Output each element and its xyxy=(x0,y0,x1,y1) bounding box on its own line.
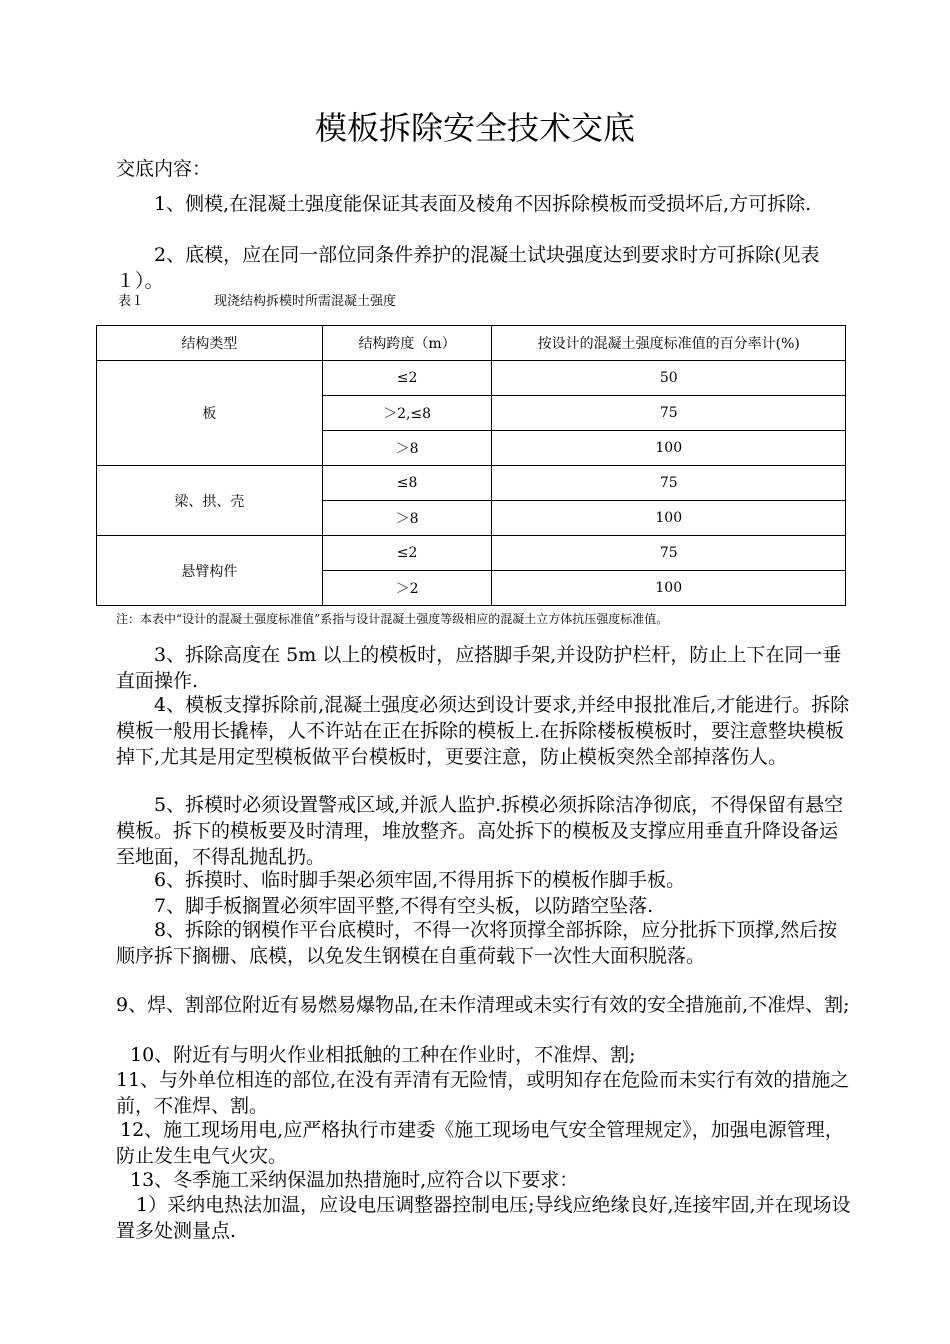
intro-label: 交底内容： xyxy=(116,158,212,180)
percent-cell: 100 xyxy=(492,431,846,466)
structure-type-cell: 梁、拱、壳 xyxy=(97,466,323,536)
span-cell: ＞8 xyxy=(322,501,492,536)
table-caption-number: 表１ xyxy=(118,294,145,309)
structure-type-cell: 板 xyxy=(97,361,323,466)
span-cell: ≤2 xyxy=(322,361,492,396)
span-cell: ＞2 xyxy=(322,571,492,606)
table-row xyxy=(97,466,846,501)
paragraph-13: 13、冬季施工采纳保温加热措施时,应符合以下要求： xyxy=(130,1169,579,1191)
percent-cell: 50 xyxy=(492,361,846,396)
page-title: 模板拆除安全技术交底 xyxy=(314,109,635,147)
paragraph-13-1: 1）采纳电热法加温，应设电压调整器控制电压;导线应绝缘良好,连接牢固,并在现场设置多处测量点. xyxy=(116,1194,851,1242)
percent-cell: 75 xyxy=(492,466,846,501)
table-header-cell: 按设计的混凝土强度标准值的百分率计(%) xyxy=(492,326,846,361)
table-header-cell: 结构类型 xyxy=(97,326,323,361)
table-row xyxy=(97,361,846,396)
paragraph-5: 5、拆模时必须设置警戒区域,并派人监护.拆模必须拆除洁净彻底，不得保留有悬空模板。拆下的模板要及时清理，堆放整齐。高处拆下的模板及支撑应用垂直升降设备运至地面，不得乱抛乱扔。 xyxy=(116,794,844,868)
paragraph-2: 2、底模，应在同一部位同条件养护的混凝土试块强度达到要求时方可拆除(见表１）。 xyxy=(116,244,820,292)
paragraph-4: 4、模板支撑拆除前,混凝土强度必须达到设计要求,并经申报批准后,才能进行。拆除模板一般用长撬棒，人不许站在正在拆除的模板上.在拆除楼板模板时，要注意整块模板掉下,尤其是用定型模板做平台模板时，更要注意，防止模板突然全部掉落伤人。 xyxy=(116,694,850,768)
paragraph-1: 1、侧模,在混凝土强度能保证其表面及棱角不因拆除模板而受损坏后,方可拆除. xyxy=(154,193,812,215)
percent-cell: 75 xyxy=(492,536,846,571)
paragraph-10: 10、附近有与明火作业相抵触的工种在作业时，不准焊、割; xyxy=(130,1044,636,1066)
percent-cell: 75 xyxy=(492,396,846,431)
table-header-row xyxy=(97,326,846,361)
table-note: 注：本表中“设计的混凝土强度标准值”系指与设计混凝土强度等级相应的混凝土立方体抗压强度标准值。 xyxy=(116,612,669,626)
paragraph-3: 3、拆除高度在 5m 以上的模板时，应搭脚手架,并设防护栏杆，防止上下在同一垂直面操作. xyxy=(116,644,842,692)
paragraph-11: 11、与外单位相连的部位,在没有弄清有无险情，或明知存在危险而未实行有效的措施之前，不准焊、割。 xyxy=(116,1069,850,1117)
percent-cell: 100 xyxy=(492,501,846,536)
paragraph-7: 7、脚手板搁置必须牢固平整,不得有空头板，以防踏空坠落. xyxy=(154,895,654,917)
percent-cell: 100 xyxy=(492,571,846,606)
span-cell: ≤8 xyxy=(322,466,492,501)
table-header-cell: 结构跨度（m） xyxy=(322,326,492,361)
span-cell: ≤2 xyxy=(322,536,492,571)
table-caption-title: 现浇结构拆模时所需混凝土强度 xyxy=(214,294,397,309)
span-cell: ＞8 xyxy=(322,431,492,466)
paragraph-9: 9、焊、割部位附近有易燃易爆物品,在未作清理或未实行有效的安全措施前,不准焊、割; xyxy=(116,994,850,1016)
span-cell: ＞2,≤8 xyxy=(322,396,492,431)
paragraph-12: 12、施工现场用电,应严格执行市建委《施工现场电气安全管理规定》，加强电源管理，防止发生电气火灾。 xyxy=(116,1119,844,1167)
table-row xyxy=(97,536,846,571)
structure-type-cell: 悬臂构件 xyxy=(97,536,323,606)
paragraph-8: 8、拆除的钢模作平台底模时，不得一次将顶撑全部拆除，应分批拆下顶撑,然后按顺序拆下搁栅、底模，以免发生钢模在自重荷载下一次性大面积脱落。 xyxy=(116,919,838,967)
strength-table xyxy=(96,325,846,606)
paragraph-6: 6、拆摸时、临时脚手架必须牢固,不得用拆下的模板作脚手板。 xyxy=(154,869,686,891)
